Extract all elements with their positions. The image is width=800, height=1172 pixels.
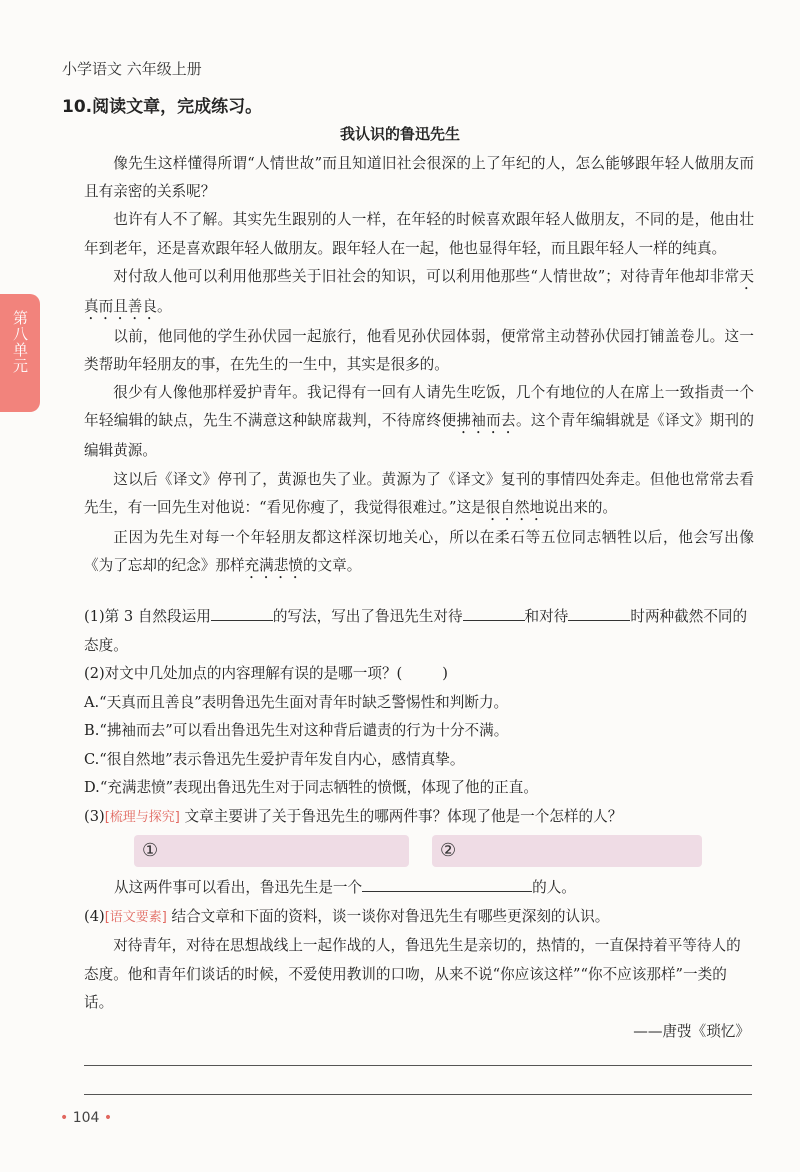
reference-material: 对待青年，对待在思想战线上一起作战的人，鲁迅先生是亲切的，热情的，一直保持着平等待人的态度。他和青年们谈话的时候，不爱使用教训的口吻，从来不说“你应该这样”“你不应该那样”一类的话。 <box>84 937 741 1011</box>
material-source: ——唐弢《琐忆》 <box>633 1023 750 1040</box>
answer-blank-4[interactable] <box>362 874 532 892</box>
dot-icon: • <box>103 1110 113 1126</box>
answer-boxes <box>134 835 704 867</box>
tag-language: [语文要素] <box>104 909 167 925</box>
answer-line-2[interactable] <box>84 1094 752 1095</box>
text-span: (3) <box>84 807 105 825</box>
page-number-text: 104 <box>72 1110 100 1126</box>
answer-line-1[interactable] <box>84 1065 752 1066</box>
page-number <box>60 1110 112 1126</box>
text-span: (4) <box>84 907 105 925</box>
article-paragraph-3 <box>84 263 754 323</box>
question-3 <box>84 803 754 833</box>
text-span: 文章主要讲了关于鲁迅先生的哪两件事？体现了他是一个怎样的人？ <box>184 807 623 825</box>
text-span: 很少有人像他那样爱护青年。我记得有一回有人请先生吃饭，几个有地位的人在席上一致指责一个年轻编辑的缺点，先生不满意这种缺席裁判，不待席终便 <box>84 384 754 430</box>
dotted-phrase-1: 天真而且善良 <box>84 267 754 315</box>
text-span: 对付敌人他可以利用他那些关于旧社会的知识，可以利用他那些“人情世故”；对待青年他却非常 <box>113 267 740 285</box>
option-d: D.“充满悲愤”表现出鲁迅先生对于同志牺牲的愤慨，体现了他的正直。 <box>84 779 538 796</box>
tag-explore: [梳理与探究] <box>104 809 180 825</box>
question-2 <box>84 660 754 689</box>
text-span: 的人。 <box>532 879 576 896</box>
answer-lines[interactable] <box>84 1065 752 1123</box>
article-paragraph-7 <box>84 524 754 582</box>
text-span: 正因为先生对每一个年轻朋友都这样深切地关心，所以在柔石等五位同志牺牲以后，他会写出像《为了忘却的纪念》那样 <box>84 528 754 575</box>
answer-box-2[interactable]: ② <box>432 835 702 867</box>
text-span: (1)第 3 自然段运用 <box>84 608 211 625</box>
answer-box-1[interactable]: ① <box>134 835 409 867</box>
text-span: 。这个青年编辑就是《译文》期刊的编辑黄源。 <box>84 412 754 460</box>
text-span: 的文章。 <box>302 557 362 575</box>
dotted-phrase-4: 充满悲愤 <box>244 557 303 575</box>
answer-blank-1[interactable] <box>211 603 273 621</box>
question-4 <box>84 903 754 933</box>
article-paragraph-1: 像先生这样懂得所谓“人情世故”而且知道旧社会很深的上了年纪的人，怎么能够跟年轻人做朋友而且有亲密的关系呢？ <box>84 155 754 201</box>
question-title <box>62 92 262 117</box>
answer-blank-3[interactable] <box>568 603 630 621</box>
unit-side-tab <box>0 294 40 412</box>
article-body <box>84 150 754 582</box>
article-paragraph-6 <box>84 466 754 524</box>
text-span: (2)对文中几处加点的内容理解有误的是哪一项？( <box>84 665 403 682</box>
article-paragraph-5 <box>84 379 754 465</box>
text-span: 和对待 <box>524 608 569 625</box>
article-title: 我认识的鲁迅先生 <box>339 125 460 143</box>
exercise-questions <box>84 603 754 832</box>
dot-icon: • <box>60 1110 69 1126</box>
text-span: 结合文章和下面的资料，谈一谈你对鲁迅先生有哪些更深刻的认识。 <box>171 907 610 925</box>
unit-label: 第八单元 <box>11 310 29 374</box>
text-span: 这以后《译文》停刊了，黄源也失了业。黄源为了《译文》复刊的事情四处奔走。但他也常常去看先生，有一回先生对他说：“看见你瘦了，我觉得很难过。”这是 <box>84 470 754 516</box>
text-span: 从这两件事可以看出，鲁迅先生是一个 <box>114 879 363 896</box>
dotted-phrase-3: 很自然地 <box>485 498 545 516</box>
article-paragraph-4: 以前，他同他的学生孙伏园一起旅行，他看见孙伏园体弱，便常常主动替孙伏园打铺盖卷儿。这一类帮助年轻朋友的事，在先生的一生中，其实是很多的。 <box>84 327 754 374</box>
text-span: 的写法，写出了鲁迅先生对待 <box>272 608 463 625</box>
option-b: B.“拂袖而去”可以看出鲁迅先生对这种背后谴责的行为十分不满。 <box>84 722 509 739</box>
question-1 <box>84 603 754 660</box>
question-3-followup <box>84 874 754 903</box>
text-span: ) <box>442 665 448 682</box>
question-number: 10. <box>62 97 93 117</box>
book-header: 小学语文 六年级上册 <box>62 60 202 78</box>
question-instruction: 阅读文章，完成练习。 <box>92 97 263 117</box>
text-span: 。 <box>156 297 172 315</box>
dotted-phrase-2: 拂袖而去 <box>456 412 516 430</box>
option-a: A.“天真而且善良”表明鲁迅先生面对青年时缺乏警惕性和判断力。 <box>84 693 509 711</box>
option-c: C.“很自然地”表示鲁迅先生爱护青年发自内心，感情真挚。 <box>84 750 465 768</box>
article-paragraph-2: 也许有人不了解。其实先生跟别的人一样，在年轻的时候喜欢跟年轻人做朋友，不同的是，他由壮年到老年，还是喜欢跟年轻人做朋友。跟年轻人在一起，他也显得年轻，而且跟年轻人一样的纯真。 <box>84 211 754 257</box>
text-span: 说出来的。 <box>544 498 618 516</box>
exercise-continued <box>84 874 754 1018</box>
answer-blank-2[interactable] <box>463 603 525 621</box>
text-span: 时两种截然不同的态度。 <box>84 608 748 654</box>
